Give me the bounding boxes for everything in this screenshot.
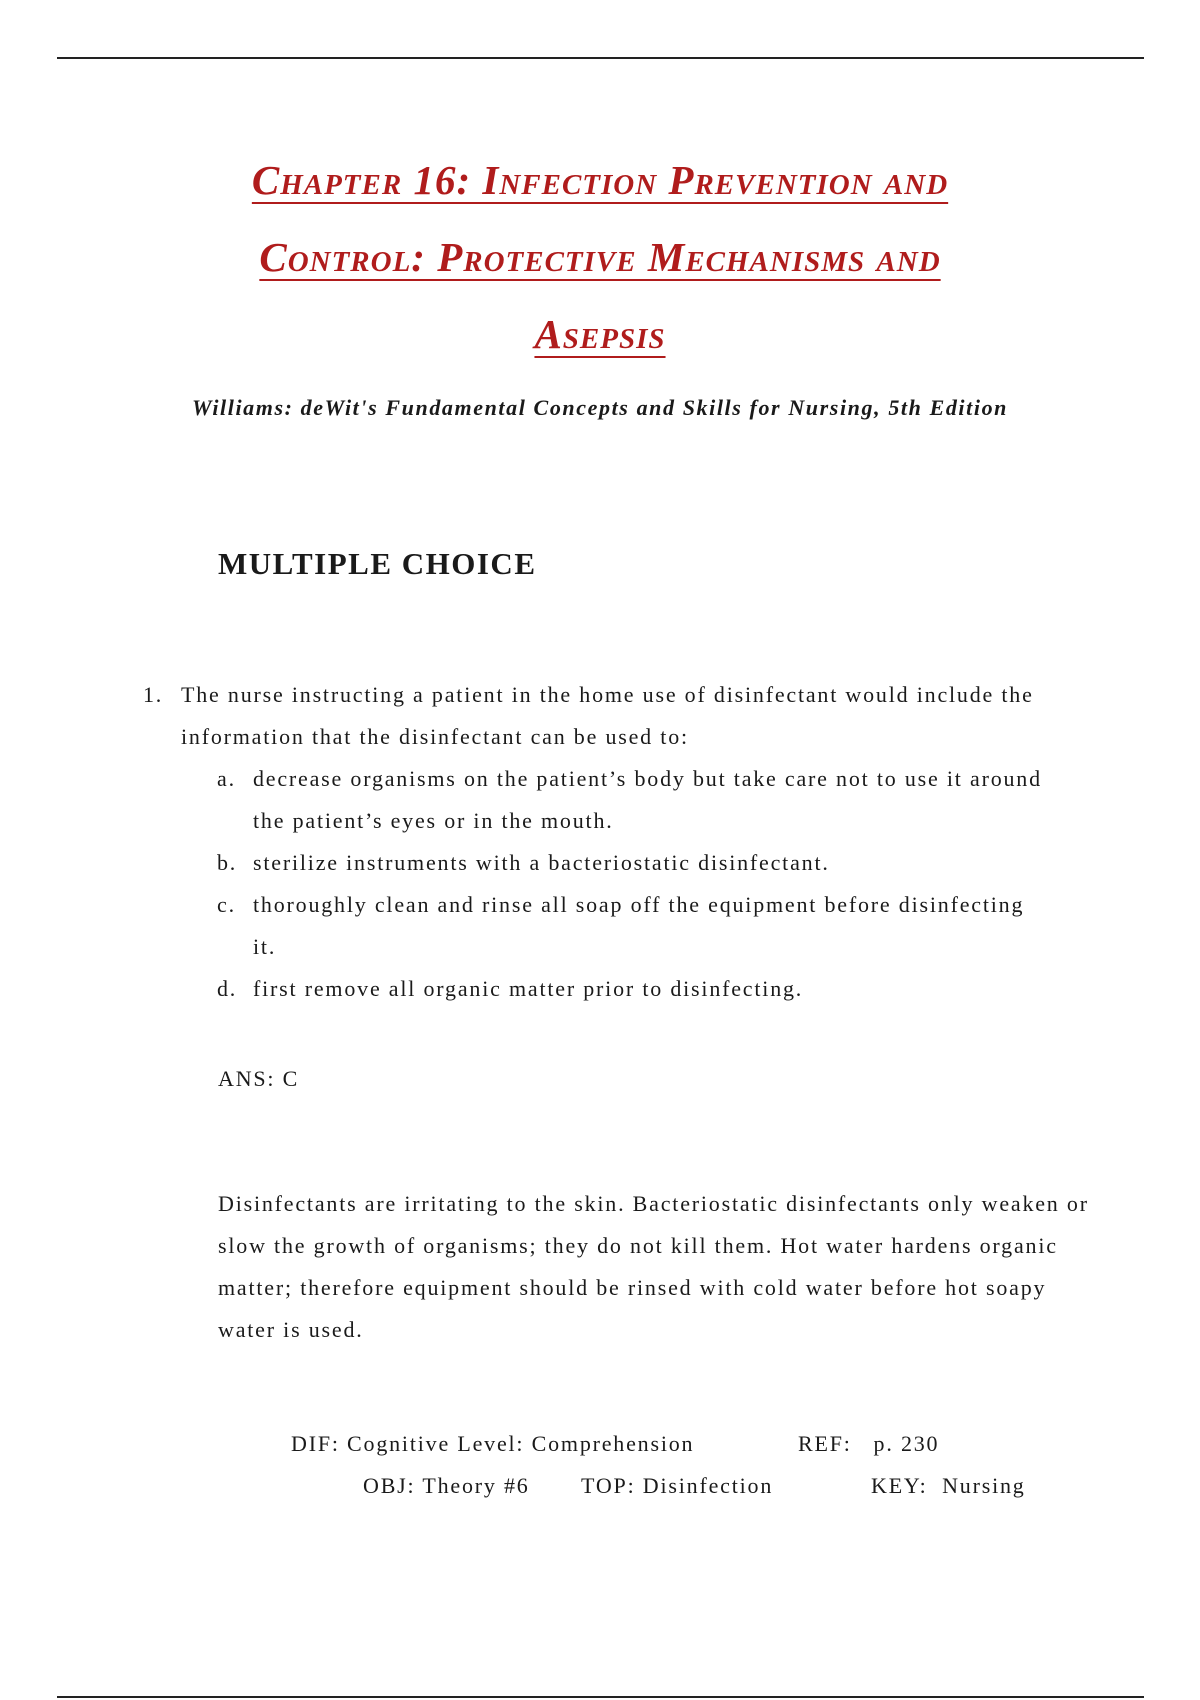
option-text: thoroughly clean and rinse all soap off the equipment before disinfecting it. [253, 892, 1025, 959]
question-stem: The nurse instructing a patient in the home use of disinfectant would include the information that the disinfectant can be used to: [181, 682, 1034, 749]
option-text: first remove all organic matter prior to disinfecting. [253, 976, 804, 1001]
bottom-rule [57, 1696, 1144, 1698]
option-letter: b. [217, 850, 238, 875]
answer-options [217, 758, 1063, 1010]
option-letter: d. [217, 976, 238, 1001]
answer-key: ANS: C [218, 1066, 300, 1091]
option-a [217, 758, 1063, 842]
top-rule [57, 57, 1144, 59]
meta-key: KEY: Nursing [871, 1473, 1026, 1498]
question-1 [143, 674, 1063, 1010]
option-c [217, 884, 1063, 968]
chapter-title-line-2: Control: Protective Mechanisms and [259, 234, 941, 280]
question-number: 1. [143, 682, 164, 707]
option-text: decrease organisms on the patient’s body but take care not to use it around the patient’s eyes or in the mouth. [253, 766, 1042, 833]
option-text: sterilize instruments with a bacteriostatic disinfectant. [253, 850, 830, 875]
rationale: Disinfectants are irritating to the skin. Bacteriostatic disinfectants only weaken or slow the growth of organisms; they do not kill them. Hot water hardens organic matter; therefore equipment should be rinsed with cold water before hot soapy water is used. [218, 1191, 1089, 1342]
meta-ref: REF: p. 230 [798, 1431, 940, 1456]
chapter-title [150, 142, 1050, 373]
chapter-title-line-3: Asepsis [534, 311, 666, 357]
option-letter: c. [217, 892, 236, 917]
chapter-title-line-1: Chapter 16: Infection Prevention and [251, 157, 949, 203]
option-d [217, 968, 1063, 1010]
meta-obj: OBJ: Theory #6 [363, 1473, 530, 1498]
book-subtitle: Williams: deWit's Fundamental Concepts and Skills for Nursing, 5th Edition [191, 395, 1009, 420]
meta-dif: DIF: Cognitive Level: Comprehension [291, 1431, 695, 1456]
section-heading: MULTIPLE CHOICE [218, 546, 537, 581]
option-b [217, 842, 1063, 884]
option-letter: a. [217, 766, 236, 791]
meta-top: TOP: Disinfection [581, 1473, 774, 1498]
